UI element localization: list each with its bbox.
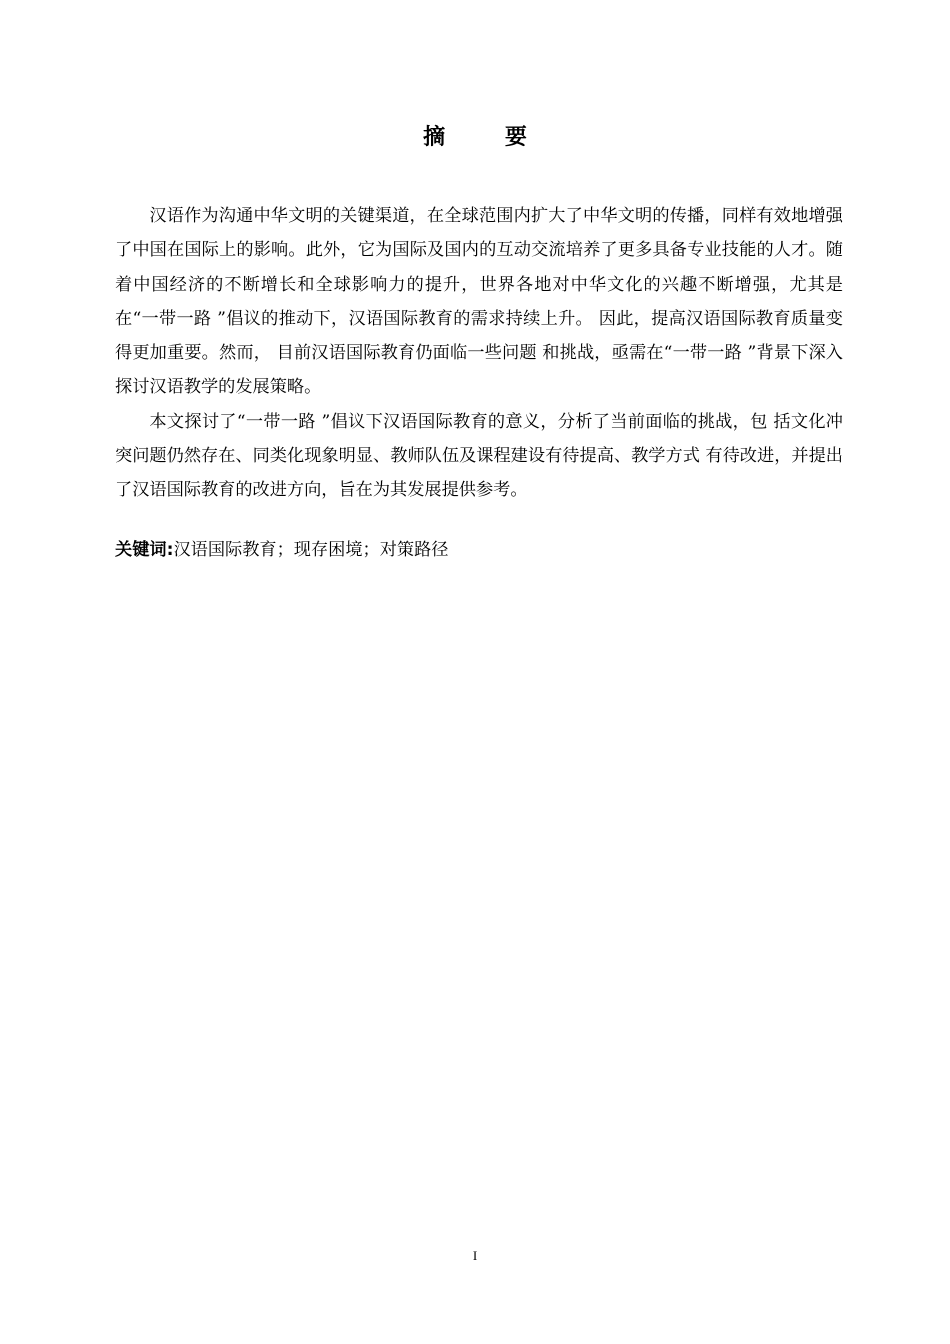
keywords-line xyxy=(115,535,843,565)
keywords-text: 汉语国际教育；现存困境；对策路径 xyxy=(173,540,449,560)
abstract-title: 摘 要 xyxy=(423,125,553,150)
abstract-paragraph-1: 汉语作为沟通中华文明的关键渠道，在全球范围内扩大了中华文明的传播，同样有效地增强了中国在国际上的影响。此外，它为国际及国内的互动交流培养了更多具备专业技能的人才。随着中国经济的不断增长和全球影响力的提升，世界各地对中华文化的兴趣不断增强，尤其是在“一带一路 ”倡议的推动下，汉语国际教育的需求持续上升。 因此，提高汉语国际教育质量变得更加重要。然而， 目前汉语国际教育仍面临一些问题 和挑战，亟需在“一带一路 ”背景下深入探讨汉语教学的发展策略。 xyxy=(115,206,843,398)
page-number: I xyxy=(472,1248,478,1263)
abstract-body xyxy=(115,199,843,508)
keywords-label: 关键词: xyxy=(115,540,174,560)
abstract-paragraph-2: 本文探讨了“一带一路 ”倡议下汉语国际教育的意义，分析了当前面临的挑战，包 括文化冲突问题仍然存在、同类化现象明显、教师队伍及课程建设有待提高、教学方式 有待改进，并提出了汉语国际教育的改进方向，旨在为其发展提供参考。 xyxy=(115,411,843,501)
